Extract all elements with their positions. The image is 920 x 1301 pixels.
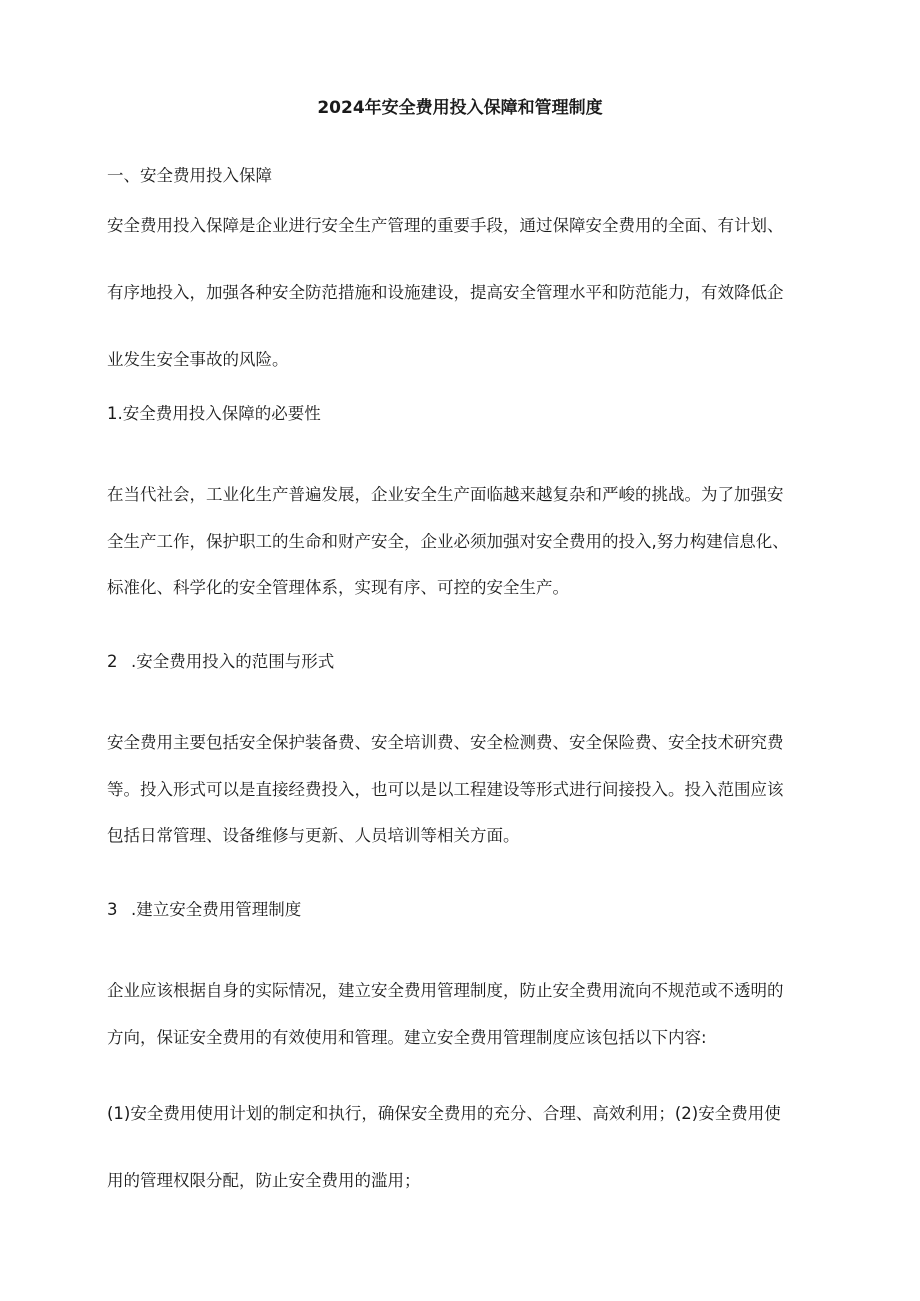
paragraph-line: 方向，保证安全费用的有效使用和管理。建立安全费用管理制度应该包括以下内容:: [107, 1028, 707, 1047]
paragraph-line: 包括日常管理、设备维修与更新、人员培训等相关方面。: [107, 826, 520, 845]
subsection-heading-text: .建立安全费用管理制度: [131, 900, 302, 919]
paragraph-line: 等。投入形式可以是直接经费投入，也可以是以工程建设等形式进行间接投入。投入范围应该: [107, 780, 784, 799]
subsection-heading-line: [107, 899, 817, 921]
subsection-2-paragraph: [107, 732, 817, 847]
paragraph-line: 安全费用主要包括安全保护装备费、安全培训费、安全检测费、安全保险费、安全技术研究费: [107, 733, 784, 752]
document-title: 2024年安全费用投入保障和管理制度: [317, 98, 603, 118]
paragraph-line: 企业应该根据自身的实际情况，建立安全费用管理制度，防止安全费用流向不规范或不透明的: [107, 981, 784, 1000]
subsection-heading-text: .安全费用投入的范围与形式: [131, 652, 335, 671]
requirements-list: [107, 1103, 817, 1192]
paragraph-line: 在当代社会，工业化生产普遍发展，企业安全生产面临越来越复杂和严峻的挑战。为了加强安: [107, 485, 784, 504]
paragraph-line: 有序地投入，加强各种安全防范措施和设施建设，提高安全管理水平和防范能力，有效降低企: [107, 283, 784, 302]
section-heading-1: [107, 165, 817, 187]
subsection-number: 2: [107, 652, 118, 671]
subsection-heading-text: 1.安全费用投入保障的必要性: [107, 404, 321, 423]
subsection-heading-1: [107, 403, 817, 425]
paragraph-line: 业发生安全事故的风险。: [107, 350, 289, 369]
subsection-heading-line: [107, 651, 817, 673]
subsection-3-paragraph: [107, 980, 817, 1049]
subsection-heading-3: [107, 899, 817, 921]
section-heading-text: 一、安全费用投入保障: [107, 166, 272, 185]
intro-paragraph: [107, 215, 817, 371]
list-item-line: 用的管理权限分配，防止安全费用的滥用；: [107, 1171, 421, 1190]
subsection-1-paragraph: [107, 484, 817, 599]
list-item-line: (1)安全费用使用计划的制定和执行，确保安全费用的充分、合理、高效利用；(2)安全费用使: [107, 1104, 781, 1123]
paragraph-line: 标准化、科学化的安全管理体系，实现有序、可控的安全生产。: [107, 578, 569, 597]
paragraph-line: 安全费用投入保障是企业进行安全生产管理的重要手段，通过保障安全费用的全面、有计划、: [107, 216, 784, 235]
subsection-heading-2: [107, 651, 817, 673]
paragraph-line: 全生产工作，保护职工的生命和财产安全，企业必须加强对安全费用的投入,努力构建信息化、: [107, 532, 789, 551]
subsection-number: 3: [107, 900, 118, 919]
